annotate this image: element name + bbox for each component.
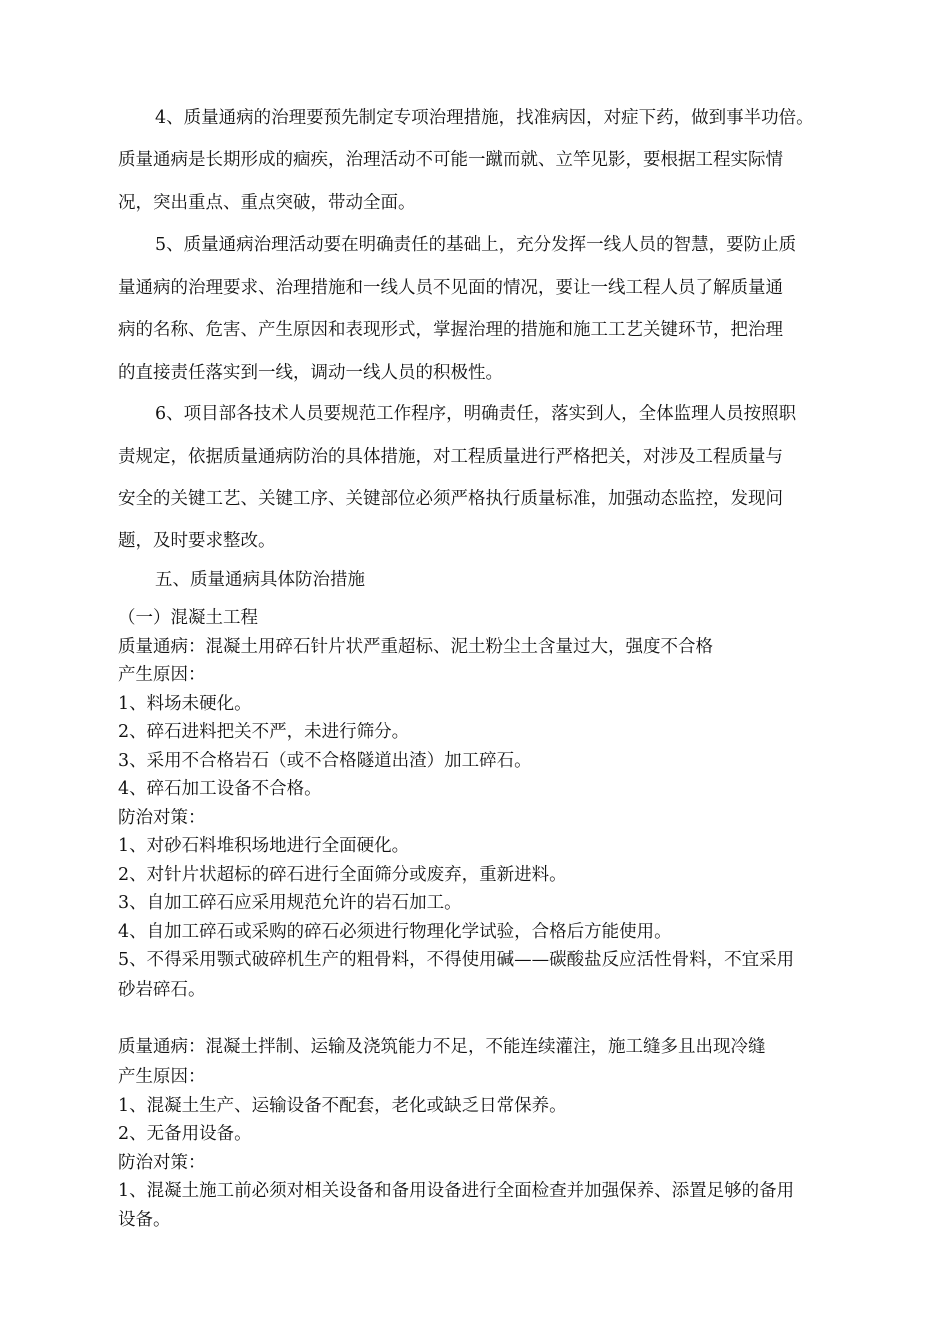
section-heading-5: 五、质量通病具体防治措施 <box>155 570 365 590</box>
paragraph-5-line-4: 的直接责任落实到一线，调动一线人员的积极性。 <box>118 363 503 383</box>
paragraph-4-line-3: 况，突出重点、重点突破，带动全面。 <box>118 193 416 213</box>
paragraph-6-line-3: 安全的关键工艺、关键工序、关键部位必须严格执行质量标准，加强动态监控，发现问 <box>118 489 783 509</box>
paragraph-6-line-4: 题，及时要求整改。 <box>118 531 276 551</box>
defect-2-measure-1: 1、混凝土施工前必须对相关设备和备用设备进行全面检查并加强保养、添置足够的备用 <box>118 1181 795 1201</box>
paragraph-6-line-1: 6、项目部各技术人员要规范工作程序，明确责任，落实到人，全体监理人员按照职 <box>155 404 797 424</box>
defect-2-title: 质量通病：混凝土拌制、运输及浇筑能力不足，不能连续灌注，施工缝多且出现冷缝 <box>118 1037 766 1057</box>
defect-1-causes-label: 产生原因： <box>118 665 206 685</box>
defect-1-title: 质量通病：混凝土用碎石针片状严重超标、泥土粉尘土含量过大，强度不合格 <box>118 637 713 657</box>
defect-1-measure-5: 5、不得采用颚式破碎机生产的粗骨料，不得使用碱——碳酸盐反应活性骨料，不宜采用 <box>118 950 795 970</box>
defect-2-cause-1: 1、混凝土生产、运输设备不配套，老化或缺乏日常保养。 <box>118 1096 567 1116</box>
defect-1-measure-4: 4、自加工碎石或采购的碎石必须进行物理化学试验，合格后方能使用。 <box>118 922 672 942</box>
paragraph-5-line-3: 病的名称、危害、产生原因和表现形式，掌握治理的措施和施工工艺关键环节，把治理 <box>118 320 783 340</box>
defect-2-measure-1-cont: 设备。 <box>118 1210 171 1230</box>
defect-1-measure-2: 2、对针片状超标的碎石进行全面筛分或废弃，重新进料。 <box>118 865 567 885</box>
paragraph-4-line-2: 质量通病是长期形成的痼疾，治理活动不可能一蹴而就、立竿见影，要根据工程实际情 <box>118 150 783 170</box>
defect-2-causes-label: 产生原因： <box>118 1067 206 1087</box>
paragraph-4-line-1: 4、质量通病的治理要预先制定专项治理措施，找准病因，对症下药，做到事半功倍。 <box>155 108 814 128</box>
defect-1-measures-label: 防治对策： <box>118 808 206 828</box>
defect-1-cause-2: 2、碎石进料把关不严，未进行筛分。 <box>118 722 410 742</box>
paragraph-6-line-2: 责规定，依据质量通病防治的具体措施，对工程质量进行严格把关，对涉及工程质量与 <box>118 447 783 467</box>
defect-1-measure-5-cont: 砂岩碎石。 <box>118 980 206 1000</box>
defect-1-measure-1: 1、对砂石料堆积场地进行全面硬化。 <box>118 836 410 856</box>
defect-1-cause-3: 3、采用不合格岩石（或不合格隧道出渣）加工碎石。 <box>118 751 532 771</box>
defect-2-cause-2: 2、无备用设备。 <box>118 1124 252 1144</box>
defect-1-cause-4: 4、碎石加工设备不合格。 <box>118 779 322 799</box>
defect-2-measures-label: 防治对策： <box>118 1153 206 1173</box>
defect-1-cause-1: 1、料场未硬化。 <box>118 694 252 714</box>
paragraph-5-line-1: 5、质量通病治理活动要在明确责任的基础上，充分发挥一线人员的智慧，要防止质 <box>155 235 797 255</box>
paragraph-5-line-2: 量通病的治理要求、治理措施和一线人员不见面的情况，要让一线工程人员了解质量通 <box>118 278 783 298</box>
subsection-heading-concrete: （一）混凝土工程 <box>118 608 258 628</box>
defect-1-measure-3: 3、自加工碎石应采用规范允许的岩石加工。 <box>118 893 462 913</box>
